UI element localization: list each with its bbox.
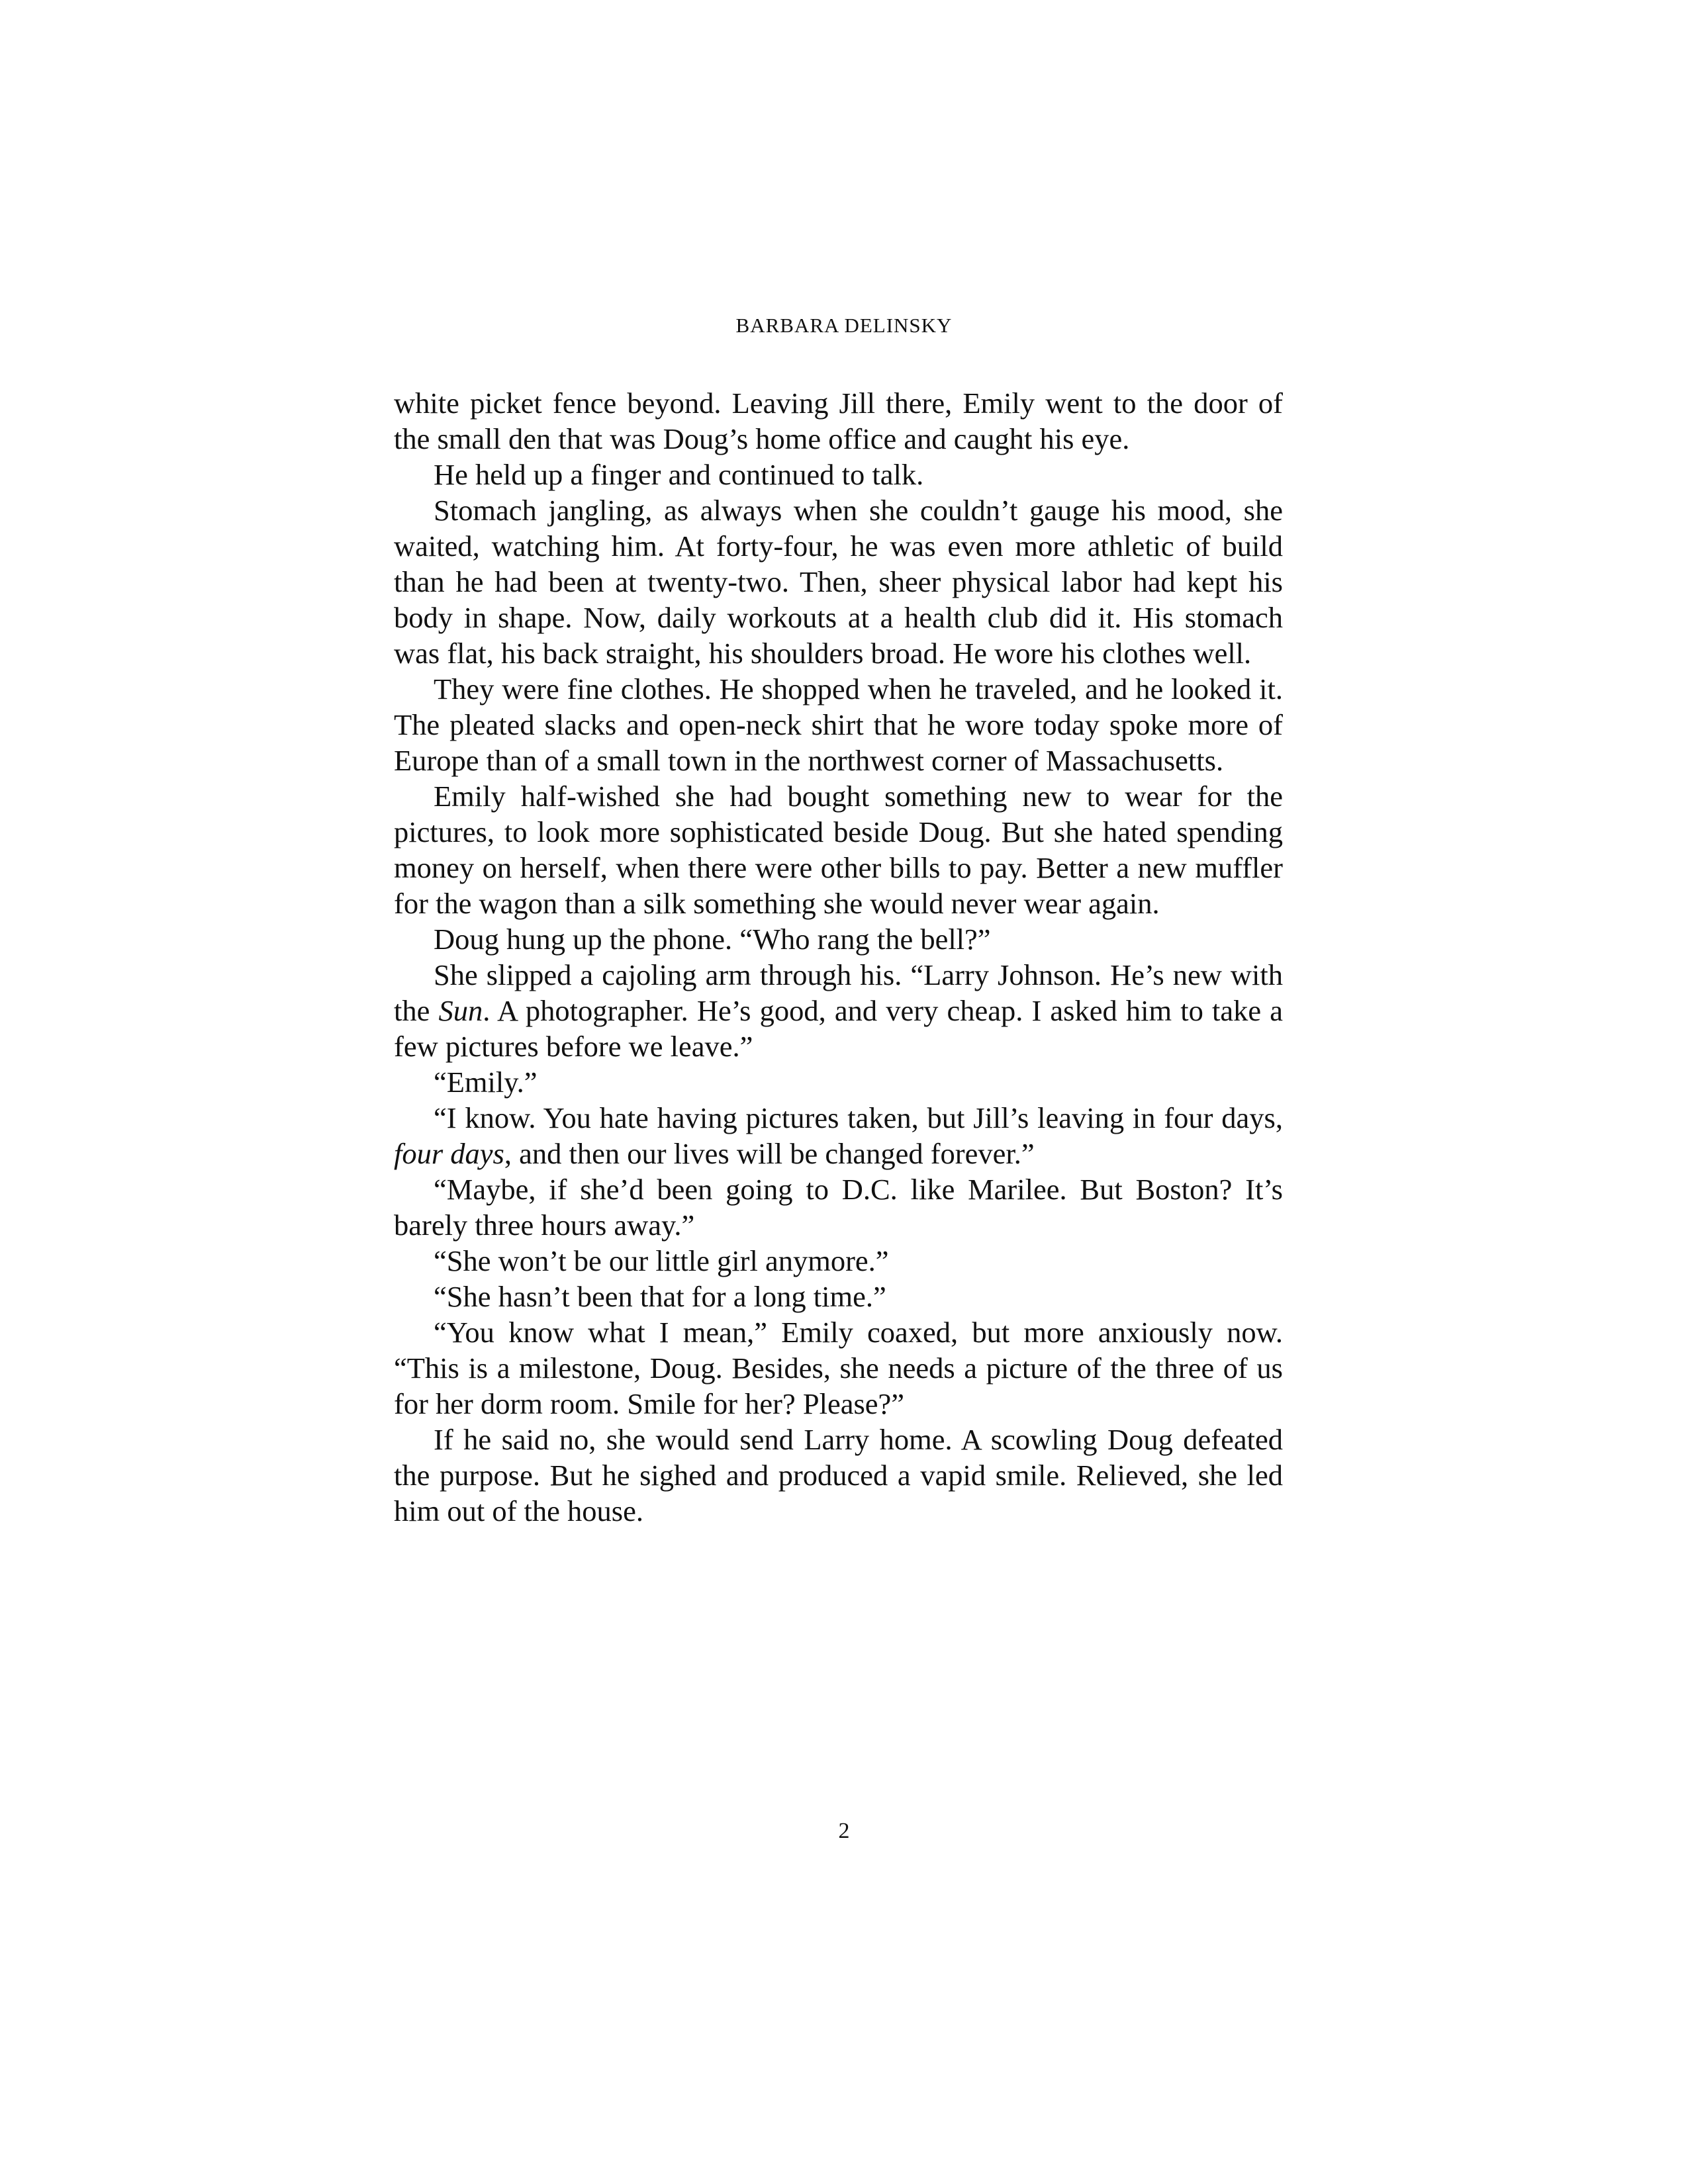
- text-span: . A photographer. He’s good, and very cheap. I asked him to take a few pictures before we leave.”: [394, 994, 1283, 1063]
- paragraph: Emily half-wished she had bought something new to wear for the pictures, to look more sophisticated beside Doug. But she hated spending money on herself, when there were other bills to pay. Better a new muffler for the wagon than a silk something she would never wear again.: [394, 780, 1283, 920]
- paragraph: Stomach jangling, as always when she couldn’t gauge his mood, she waited, watching him. At forty-four, he was even more athletic of build than he had been at twenty-two. Then, sheer physical labor had kept his body in shape. Now, daily workouts at a health club did it. His stomach was flat, his back straight, his shoulders broad. He wore his clothes well.: [394, 494, 1283, 670]
- text-span: She slipped a cajoling arm through his. “Larry Johnson. He’s new with the: [394, 958, 1283, 1027]
- paragraph: If he said no, she would send Larry home. A scowling Doug defeated the purpose. But he sighed and produced a vapid smile. Relieved, she led him out of the house.: [394, 1423, 1283, 1527]
- body-text: [394, 385, 1283, 1529]
- text-span: , and then our lives will be changed forever.”: [504, 1137, 1035, 1170]
- paragraph: white picket fence beyond. Leaving Jill there, Emily went to the door of the small den that was Doug’s home office and caught his eye.: [394, 387, 1283, 455]
- paragraph: “She hasn’t been that for a long time.”: [434, 1280, 886, 1313]
- paragraph: Doug hung up the phone. “Who rang the bell?”: [434, 923, 991, 956]
- text-span: “I know. You hate having pictures taken, but Jill’s leaving in four days,: [434, 1101, 1283, 1134]
- paragraph: “Emily.”: [434, 1066, 538, 1099]
- paragraph: “You know what I mean,” Emily coaxed, but more anxiously now. “This is a milestone, Doug. Besides, she needs a picture of the three of us for her dorm room. Smile for her? Please?”: [394, 1316, 1283, 1420]
- paragraph: He held up a finger and continued to talk.: [434, 458, 924, 491]
- paragraph: [394, 957, 1283, 1064]
- paragraph: They were fine clothes. He shopped when he traveled, and he looked it. The pleated slacks and open-neck shirt that he wore today spoke more of Europe than of a small town in the northwest corner of Massachusetts.: [394, 672, 1283, 777]
- running-head: BARBARA DELINSKY: [735, 314, 953, 337]
- paragraph: “Maybe, if she’d been going to D.C. like Marilee. But Boston? It’s barely three hours away.”: [394, 1173, 1283, 1242]
- newspaper-title: Sun: [438, 994, 483, 1027]
- paragraph: [394, 1100, 1283, 1171]
- emphasis: four days: [394, 1137, 504, 1170]
- paragraph: “She won’t be our little girl anymore.”: [434, 1244, 889, 1277]
- page-number: 2: [838, 1819, 850, 1843]
